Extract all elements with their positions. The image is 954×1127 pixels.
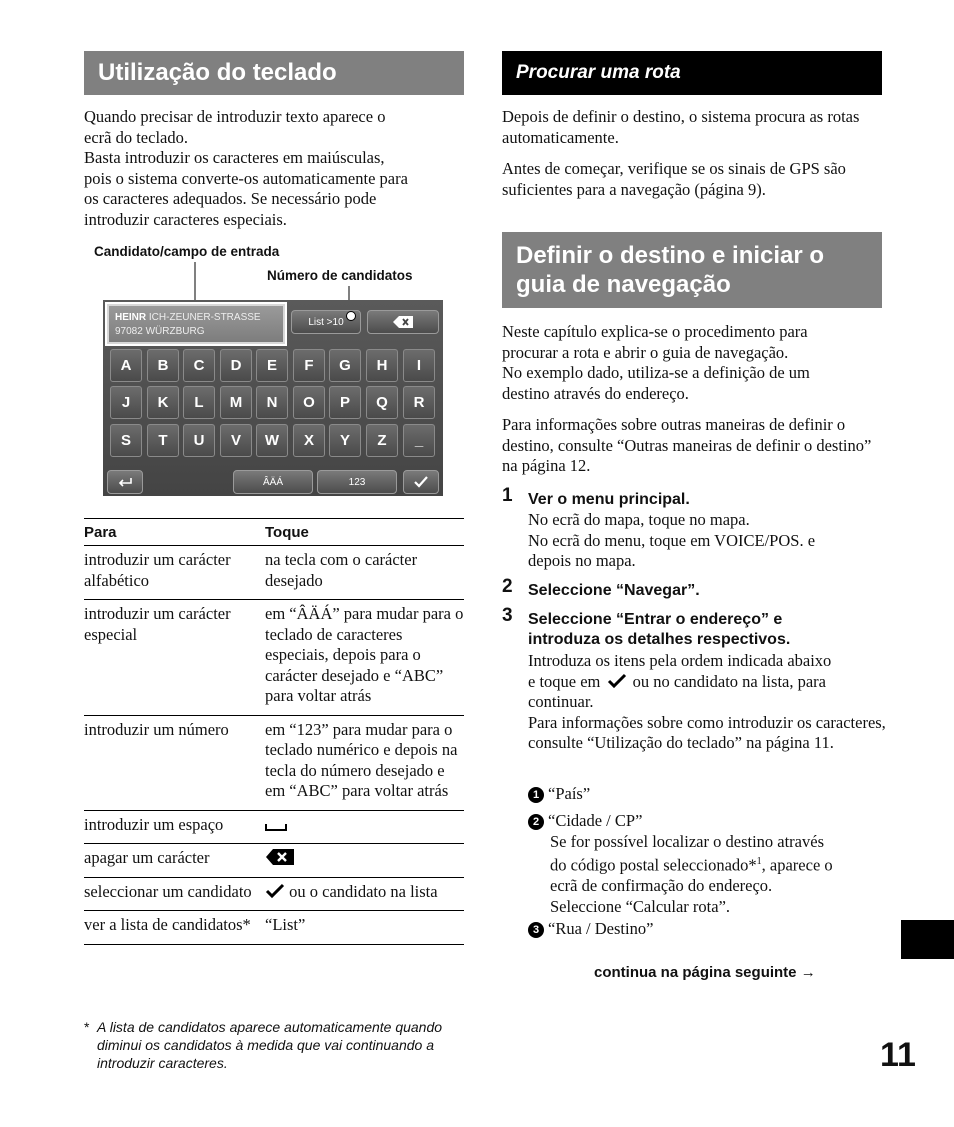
step-title-3: Seleccione “Entrar o endereço” e introduza os detalhes respectivos.: [528, 611, 791, 648]
substep-1: 1 “País”: [528, 784, 888, 805]
circle-number-1: 1: [528, 787, 544, 803]
checkmark-icon: [414, 476, 428, 488]
backspace-icon: [393, 316, 413, 328]
key-j[interactable]: J: [110, 386, 142, 419]
table-footnote: * A lista de candidatos aparece automaticamente quando diminui os candidatos à medida que vai continuando a introduzir caracteres.: [84, 1019, 443, 1071]
key-s[interactable]: S: [110, 424, 142, 457]
route-intro: Depois de definir o destino, o sistema procura as rotas automaticamente.: [502, 107, 860, 147]
section-heading-keyboard: Utilização do teclado: [84, 51, 464, 95]
keyboard-screen: [103, 300, 443, 496]
callout-count-label: Número de candidatos: [267, 268, 413, 283]
circle-number-3: 3: [528, 922, 544, 938]
key-e[interactable]: E: [256, 349, 288, 382]
key-p[interactable]: P: [329, 386, 361, 419]
key-h[interactable]: H: [366, 349, 398, 382]
section-heading-route: Procurar uma rota: [502, 51, 882, 95]
field-highlight: [105, 302, 287, 346]
step-number-1: 1: [502, 485, 513, 506]
table-header-toque: Toque: [265, 519, 464, 546]
space-key-icon: [265, 820, 287, 832]
table-row: introduzir um espaço: [84, 810, 464, 844]
step-body-3: Introduza os itens pela ordem indicada abaixo e toque em ou no candidato na lista, para continuar. Para informações sobre como introduzir os caracteres, consulte “Utilização do teclado” na página 11.: [528, 651, 886, 752]
substep-2: 2 “Cidade / CP” Se for possível localizar o destino através do código postal seleccionado*$^1$, aparece o ecrã de confirmação do endereço. Seleccione “Calcular rota”.: [528, 811, 888, 917]
key-w[interactable]: W: [256, 424, 288, 457]
key-space[interactable]: _: [403, 424, 435, 457]
table-row: apagar um carácter: [84, 844, 464, 878]
backspace-button[interactable]: [367, 310, 439, 334]
key-a[interactable]: A: [110, 349, 142, 382]
checkmark-icon: [265, 883, 285, 899]
step-body-1: No ecrã do mapa, toque no mapa. No ecrã do menu, toque em VOICE/POS. e depois no mapa.: [528, 510, 816, 570]
key-q[interactable]: Q: [366, 386, 398, 419]
keyboard-intro: Quando precisar de introduzir texto aparece o ecrã do teclado. Basta introduzir os caracteres em maiúsculas, pois o sistema converte-os automaticamente para os caracteres adequados. Se necessário pode introduzir caracteres especiais.: [84, 107, 408, 229]
continues-next-page: continua na página seguinte →: [594, 964, 816, 981]
key-o[interactable]: O: [293, 386, 325, 419]
special-chars-button[interactable]: ÂÄÁ: [233, 470, 313, 494]
key-n[interactable]: N: [256, 386, 288, 419]
step-number-3: 3: [502, 605, 513, 626]
keyboard-actions-table: [84, 518, 464, 945]
key-f[interactable]: F: [293, 349, 325, 382]
table-row: introduzir um carácter alfabético na tecla com o carácter desejado: [84, 546, 464, 600]
other-methods-note: Para informações sobre outras maneiras de definir o destino, consulte “Outras maneiras de definir o destino” na página 12.: [502, 415, 872, 475]
substep-3: 3 “Rua / Destino”: [528, 919, 888, 940]
step-title-2: Seleccione “Navegar”.: [528, 582, 700, 599]
page-number: 11: [880, 1036, 916, 1074]
key-b[interactable]: B: [147, 349, 179, 382]
key-g[interactable]: G: [329, 349, 361, 382]
list-button[interactable]: List >10: [291, 310, 361, 334]
step-number-2: 2: [502, 576, 513, 597]
candidate-input-field[interactable]: HEINR ICH-ZEUNER-STRASSE 97082 WÜRZBURG: [107, 304, 285, 344]
key-d[interactable]: D: [220, 349, 252, 382]
key-m[interactable]: M: [220, 386, 252, 419]
key-k[interactable]: K: [147, 386, 179, 419]
table-row: ver a lista de candidatos* “List”: [84, 911, 464, 945]
table-header-para: Para: [84, 519, 265, 546]
checkmark-icon: [607, 673, 627, 689]
table-row: introduzir um carácter especial em “ÂÄÁ” para mudar para o teclado de caracteres especiais, depois para o carácter desejado e “ABC” para voltar atrás: [84, 600, 464, 716]
numeric-keyboard-button[interactable]: 123: [317, 470, 397, 494]
callout-candidate-label: Candidato/campo de entrada: [94, 244, 280, 259]
circle-number-2: 2: [528, 814, 544, 830]
candidate-count-dot: [346, 311, 356, 321]
confirm-button[interactable]: [403, 470, 439, 494]
key-c[interactable]: C: [183, 349, 215, 382]
key-t[interactable]: T: [147, 424, 179, 457]
key-i[interactable]: I: [403, 349, 435, 382]
key-x[interactable]: X: [293, 424, 325, 457]
chapter-tab: [901, 920, 954, 959]
backspace-icon: [265, 848, 295, 866]
table-row: introduzir um número em “123” para mudar para o teclado numérico e depois na tecla do número desejado e em “ABC” para voltar atrás: [84, 715, 464, 810]
key-u[interactable]: U: [183, 424, 215, 457]
destination-intro: Neste capítulo explica-se o procedimento para procurar a rota e abrir o guia de navegação. No exemplo dado, utiliza-se a definição de um destino através do endereço.: [502, 322, 810, 403]
key-v[interactable]: V: [220, 424, 252, 457]
table-row: seleccionar um candidato ou o candidato na lista: [84, 877, 464, 911]
key-z[interactable]: Z: [366, 424, 398, 457]
key-l[interactable]: L: [183, 386, 215, 419]
key-y[interactable]: Y: [329, 424, 361, 457]
section-heading-destination: Definir o destino e iniciar o guia de navegação: [502, 232, 882, 308]
back-button[interactable]: [107, 470, 143, 494]
return-arrow-icon: [118, 477, 132, 487]
key-r[interactable]: R: [403, 386, 435, 419]
gps-note: Antes de começar, verifique se os sinais de GPS são suficientes para a navegação (página 9).: [502, 159, 846, 199]
step-title-1: Ver o menu principal.: [528, 491, 690, 508]
